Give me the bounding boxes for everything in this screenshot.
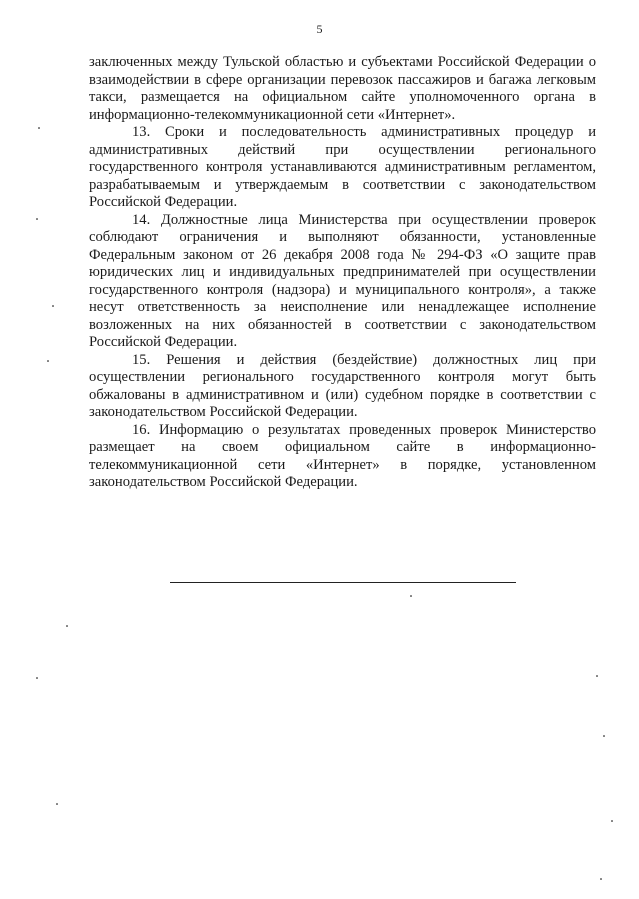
- scan-speck: [600, 878, 602, 880]
- paragraph-13: 13. Сроки и последовательность административных процедур и административных действий при осуществлении регионального государственного контроля устанавливаются административным регламентом, разрабатываемым и утверждаемым в соответствии с законодательством Российской Федерации.: [89, 124, 596, 210]
- scan-speck: [38, 127, 40, 129]
- scan-speck: [52, 305, 54, 307]
- scan-speck: [603, 735, 605, 737]
- scan-speck: [36, 677, 38, 679]
- scan-speck: [36, 218, 38, 220]
- scan-speck: [56, 803, 58, 805]
- page-number: 5: [316, 22, 323, 36]
- scan-speck: [611, 820, 613, 822]
- paragraph-15: 15. Решения и действия (бездействие) должностных лиц при осуществлении регионального государственного контроля могут быть обжалованы в административном и (или) судебном порядке в соответствии с законодательством Российской Федерации.: [89, 351, 596, 420]
- paragraph-14: 14. Должностные лица Министерства при осуществлении проверок соблюдают ограничения и выполняют обязанности, установленные Федеральным законом от 26 декабря 2008 года № 294-ФЗ «О защите прав юридических лиц и индивидуальных предпринимателей при осуществлении государственного контроля (надзора) и муниципального контроля», а также несут ответственность за неисполнение или ненадлежащее исполнение возложенных на них обязанностей в соответствии с законодательством Российской Федерации.: [89, 211, 596, 350]
- scan-speck: [47, 360, 49, 362]
- document-body: [89, 54, 596, 492]
- scan-speck: [66, 625, 68, 627]
- paragraph-continuation: заключенных между Тульской областью и субъектами Российской Федерации о взаимодействии в сфере организации перевозок пассажиров и багажа легковым такси, размещается на официальном сайте уполномоченного органа в информационно-телекоммуникационной сети «Интернет».: [89, 54, 596, 123]
- paragraph-16: 16. Информацию о результатах проведенных проверок Министерство размещает на своем официальном сайте в информационно-телекоммуникационной сети «Интернет» в порядке, установленном законодательством Российской Федерации.: [89, 421, 596, 490]
- scan-speck: [596, 675, 598, 677]
- scan-speck: [410, 595, 412, 597]
- closing-rule: [170, 582, 516, 583]
